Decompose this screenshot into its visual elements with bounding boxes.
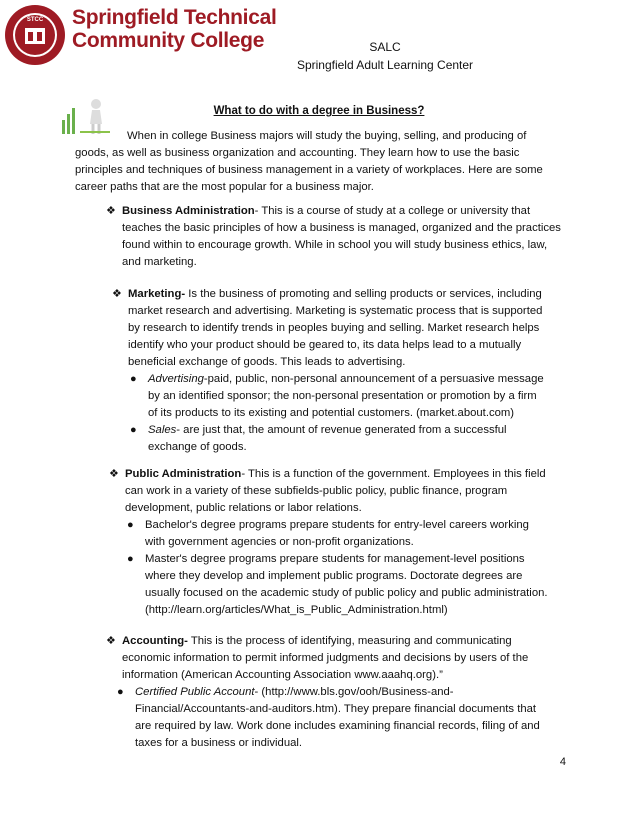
bullet-dot-icon: ● (117, 686, 124, 698)
diamond-bullet-icon: ❖ (106, 635, 116, 647)
bullet-dot-icon: ● (130, 424, 137, 436)
section-business-administration: ❖ Business Administration- This is a course of study at a college or university that teaches the basic principles of how a business is managed, organized and the practices found within to encourage growth. While in school you will study business ethics, law, and marketing. (106, 205, 561, 268)
diamond-bullet-icon: ❖ (106, 205, 116, 217)
header-line-2: Springfield Adult Learning Center (296, 58, 474, 72)
header-block (250, 38, 520, 74)
header-line-1: SALC (369, 40, 401, 54)
diamond-bullet-icon: ❖ (109, 468, 119, 480)
college-name-logo: Springfield Technical Community College (72, 6, 277, 52)
bullet-certified-public-account: ● Certified Public Account- (http://www.bls.gov/ooh/Business-and- Financial/Accountants-and-auditors.htm). They prepare financial documents that are required by law. Work done includes examining financial records, filing of and taxes for a business or individual. (117, 686, 540, 749)
page-number: 4 (559, 756, 566, 768)
bullet-dot-icon: ● (127, 519, 134, 531)
bullet-bachelor: ● Bachelor's degree programs prepare students for entry-level careers working with government agencies or non-profit organizations. (127, 519, 529, 548)
bullet-master: ● Master's degree programs prepare students for management-level positions where they develop and implement public programs. Doctorate degrees are usually focused on the academic study of public policy and public administration. (http://learn.org/articles/What_is_Public_Administration.html) (127, 553, 548, 616)
page-title: What to do with a degree in Business? (213, 105, 425, 117)
section-public-administration: ❖ Public Administration- This is a function of the government. Employees in this field can work in a variety of these subfields-public policy, public finance, program development, public relations or labor relations. ● Bachelor's degree programs prepare students for entry-level careers working with government agencies or non-profit organizations. ● Master's degree programs prepare students for management-level positions where they develop and implement public programs. Doctorate degrees are usually focused on the academic study of public policy and public administration. (http://learn.org/articles/What_is_Public_Administration.html) (125, 466, 565, 619)
intro-paragraph: When in college Business majors will study the buying, selling, and producing of goods, as well as business organization and accounting. They learn how to use the basic principles and techniques of business management in a variety of workplaces. Here are some career paths that are the most popular for a business major. (75, 130, 543, 193)
diamond-bullet-icon: ❖ (112, 288, 122, 300)
bullet-advertising: ● Advertising-paid, public, non-personal announcement of a persuasive message by an identified sponsor; the non-personal presentation or promotion by a firm of its products to its existing and potential customers. (market.about.com) (130, 373, 544, 419)
section-marketing: ❖ Marketing- Is the business of promoting and selling products or services, including market research and advertising. Marketing is systematic process that is supported by research to identify trends in peoples buying and selling. Market research helps identify who your product should be geared to, its data helps lead to a mutually beneficial exchange of goods. This leads to advertising. ● Advertising-paid, public, non-personal announcement of a persuasive message by an identified sponsor; the non-personal presentation or promotion by a firm of its products to its existing and potential customers. (market.about.com) ● Sales- are just that, the amount of revenue generated from a successful exchange of goods. (128, 286, 568, 456)
svg-text:STCC: STCC (26, 17, 44, 23)
bullet-dot-icon: ● (130, 373, 137, 385)
bullet-sales: ● Sales- are just that, the amount of revenue generated from a successful exchange of goods. (130, 424, 507, 453)
section-accounting: ❖ Accounting- This is the process of identifying, measuring and communicating economic information to permit informed judgments and decisions by users of the information (American Accounting Association www.aaahq.org).” (106, 635, 529, 681)
college-seal-logo (4, 4, 66, 66)
bullet-dot-icon: ● (127, 553, 134, 565)
